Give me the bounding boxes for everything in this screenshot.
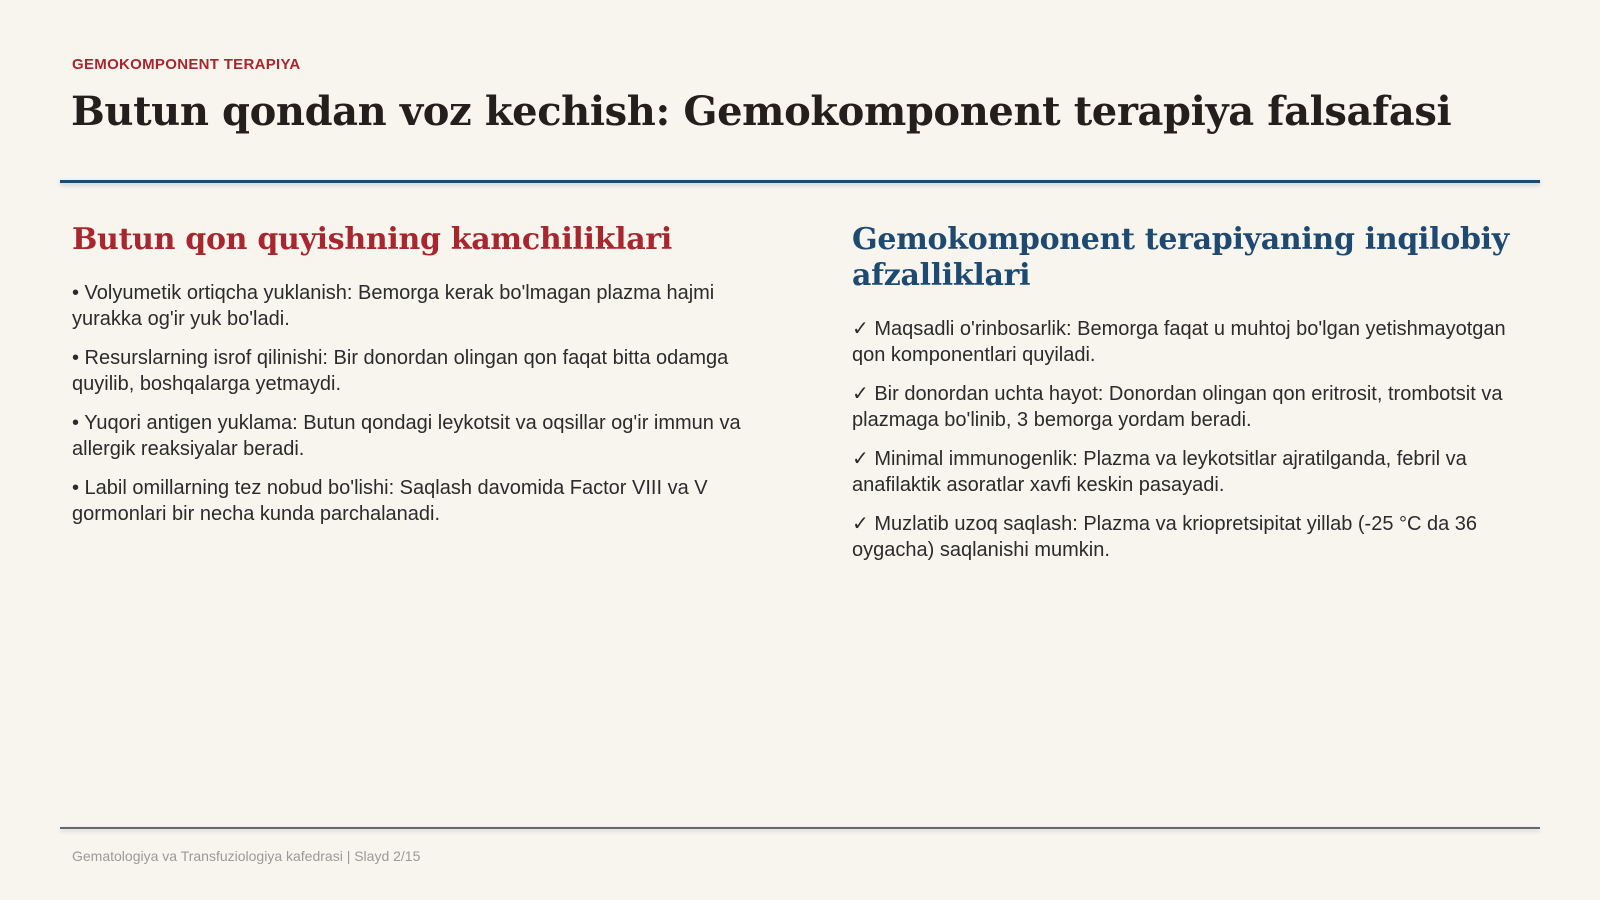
slide-title: Butun qondan voz kechish: Gemokomponent terapiya falsafasi: [71, 88, 1452, 135]
advantages-column: [852, 222, 1524, 576]
list-item: ✓ Maqsadli o'rinbosarlik: Bemorga faqat u muhtoj bo'lgan yetishmayotgan qon komponentlari quyiladi.: [852, 318, 1506, 366]
list-item: • Labil omillarning tez nobud bo'lishi: Saqlash davomida Factor VIII va V gormonlari bir necha kunda parchalanadi.: [72, 477, 708, 525]
disadvantages-heading: Butun qon quyishning kamchiliklari: [72, 222, 672, 257]
list-item: ✓ Minimal immunogenlik: Plazma va leykotsitlar ajratilganda, febril va anafilaktik asoratlar xavfi keskin pasayadi.: [852, 448, 1467, 496]
advantages-list: [852, 316, 1524, 563]
title-divider: [60, 180, 1540, 183]
section-kicker: GEMOKOMPONENT TERAPIYA: [72, 56, 301, 73]
list-item: • Resurslarning isrof qilinishi: Bir donordan olingan qon faqat bitta odamga quyilib, boshqalarga yetmaydi.: [72, 347, 729, 395]
disadvantages-column: [72, 222, 752, 540]
list-item: • Yuqori antigen yuklama: Butun qondagi leykotsit va oqsillar og'ir immun va allergik reaksiyalar beradi.: [72, 412, 741, 460]
footer-divider: [60, 827, 1540, 829]
list-item: ✓ Muzlatib uzoq saqlash: Plazma va kriopretsipitat yillab (-25 °C da 36 oygacha) saqlanishi mumkin.: [852, 513, 1478, 561]
slide-footer: Gematologiya va Transfuziologiya kafedrasi | Slayd 2/15: [72, 848, 421, 864]
list-item: • Volyumetik ortiqcha yuklanish: Bemorga kerak bo'lmagan plazma hajmi yurakka og'ir yuk bo'ladi.: [72, 282, 715, 330]
advantages-heading: Gemokomponent terapiyaning inqilobiy afzalliklari: [852, 222, 1509, 293]
disadvantages-list: [72, 280, 752, 527]
list-item: ✓ Bir donordan uchta hayot: Donordan olingan qon eritrosit, trombotsit va plazmaga bo'linib, 3 bemorga yordam beradi.: [852, 383, 1503, 431]
